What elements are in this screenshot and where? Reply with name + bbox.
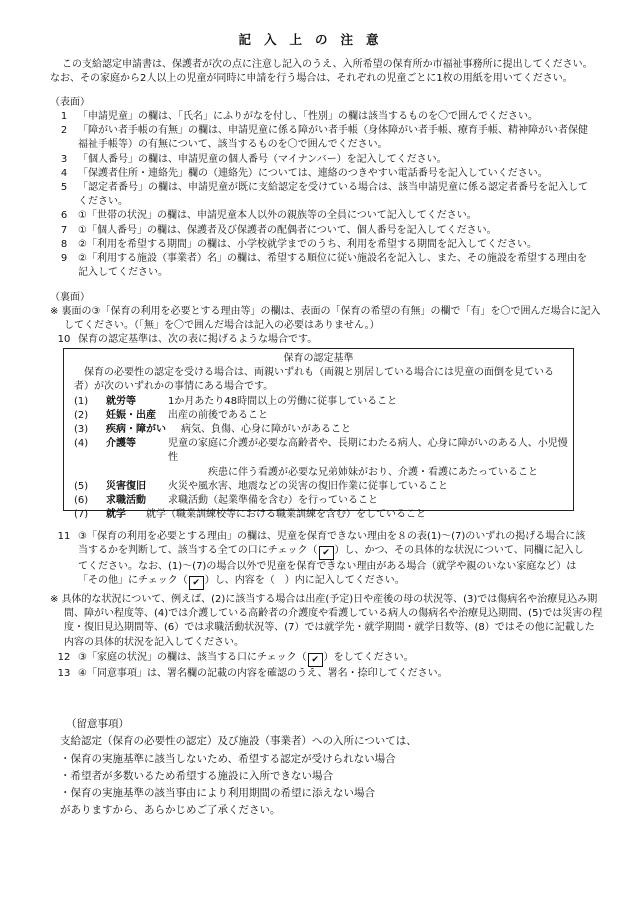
criteria-key: 疾病・障がい [106, 424, 166, 436]
criteria-row [64, 395, 573, 409]
checkmark-icon: ✔ [319, 546, 334, 560]
criteria-key: 災害復旧 [106, 480, 146, 492]
item-text: 「保護者住所・連絡先」欄の（連絡先）については、連絡のつきやすい電話番号を記入していください。 [78, 167, 548, 179]
list-item [50, 333, 590, 347]
item-number: 13 [57, 668, 71, 679]
list-item [50, 530, 590, 590]
back-note-2: ※ 具体的な状況について、例えば、(2)に該当する場合は出産(予定)日や産後の母の状況等、(3)では傷病名や治療見込み期間、障がい程度等、(4)では介護している高齢者の介護度や看護している病人の傷病名や治療見込期間、(5)では災害の程度・復旧見込期間等、(6）では求職活動状況等、(7）では就学先・就学期間・就学日数等、(8）ではその他に記載した内容の具体的状況を記入してください。 [50, 594, 603, 648]
item12-text-b: ）をしてください。 [323, 652, 414, 663]
criteria-value: 1か月あたり48時間以上の労働に従事していること [168, 395, 398, 407]
item-text: 「申請児童」の欄は、「氏名」にふりがなを付し、「性別」の欄は該当するものを〇で囲んでください。 [78, 111, 538, 122]
front-heading: （表面） [50, 97, 90, 108]
item-number: 5 [60, 182, 68, 194]
item-number: 3 [60, 153, 68, 165]
item-number: 12 [57, 652, 71, 663]
remarks-line: ・希望者が多数いるため希望する施設に入所できない場合 [60, 769, 333, 782]
list-item [50, 153, 590, 167]
remarks-section [60, 716, 580, 820]
item-11 [50, 530, 590, 590]
criteria-row [64, 508, 573, 522]
checkmark-icon: ✔ [308, 653, 323, 667]
criteria-table [63, 348, 574, 521]
item-text: 「個人番号」の欄は、申請児童の個人番号（マイナンバー）を記入してください。 [78, 153, 447, 165]
item-text [78, 651, 590, 667]
item-number: 11 [57, 531, 71, 542]
criteria-key: 就学 [106, 509, 126, 521]
list-item [50, 224, 590, 238]
item-10 [50, 333, 590, 347]
criteria-row-continuation: 疾患に伴う看護が必要な兄弟姉妹がおり、介護・看護にあたっていること [208, 466, 538, 478]
criteria-number: (3) [74, 424, 89, 436]
criteria-row [64, 494, 573, 508]
item-text: ②「利用を希望する期間」の欄は、小学校就学までのうち、利用を希望する期間を記入してください。 [78, 238, 537, 250]
remarks-heading: （留意事項） [66, 718, 129, 730]
item-number: 1 [60, 111, 68, 122]
intro-line: この支給認定申請書は、保護者が次の点に注意し記入のうえ、入所希望の保育所か市福祉事務所に提出してください。 [62, 59, 593, 70]
criteria-key: 妊娠・出産 [106, 409, 156, 421]
criteria-value: 出産の前後であること [168, 409, 268, 421]
criteria-value: 児童の家庭に介護が必要な高齢者や、長期にわたる病人、心身に障がいのある人、小児慢性 [168, 438, 568, 464]
item-number: 8 [60, 238, 68, 250]
checkmark-icon: ✔ [189, 576, 204, 590]
item-text: ①「世帯の状況」の欄は、申請児童本人以外の親族等の全員について記入してください。 [78, 210, 477, 222]
list-item [50, 667, 590, 681]
criteria-number: (2) [74, 409, 89, 421]
item11-text-b: ）し、かつ、その具体的な状況について、同欄に記入してください。なお、(1)〜(7)の場合以外で児童を保育できない理由がある場合（就学や親のいない家庭など）は「その他」にチェック（ [78, 545, 584, 587]
remarks-line: 支給認定（保育の必要性の認定）及び施設（事業者）への入所については、 [60, 735, 417, 748]
list-item [50, 252, 590, 280]
item11-text-a: ③「保育の利用を必要とする理由」の欄は、児童を保育できない理由を８の表(1)〜(7)のいずれの掲げる場合に該当するかを判断して、該当する全ての口にチェック（ [78, 531, 586, 557]
front-items [50, 110, 590, 280]
item11-text-c: ）し、内容を（ ）内に記入してください。 [204, 575, 405, 587]
remarks-line: ・保育の実施基準の該当事由により利用期間の希望に添えない場合 [60, 787, 375, 800]
list-item [50, 181, 590, 209]
criteria-description: 保育の必要性の認定を受ける場合は、両親いずれも（両親と別居している場合には児童の面倒を見ている者）が次のいずれかの事情にある場合です。 [74, 367, 554, 393]
item-text: ②「利用する施設（事業者）名」の欄は、希望する順位に従い施設名を記入し、また、その施設を希望する理由を記入してください。 [78, 253, 587, 279]
item-text [78, 530, 590, 590]
back-heading: （裏面） [50, 292, 90, 303]
criteria-number: (6) [74, 495, 89, 507]
criteria-value: 病気、負傷、心身に障がいがあること [181, 424, 351, 436]
item-text: ④「同意事項」は、署名欄の記載の内容を確認のうえ、署名・捺印してください。 [78, 668, 448, 679]
item-text: 「認定者番号」の欄は、申請児童が既に支給認定を受けている場合は、該当申請児童に係る認定者番号を記入してください。 [78, 182, 588, 208]
criteria-value: 就学（職業訓練校等における職業訓練を含む）をしていること [146, 509, 426, 521]
page-title: 記入上の注意 [238, 32, 392, 47]
criteria-number: (5) [74, 480, 89, 492]
item-text: ①「個人番号」の欄は、保護者及び保護者の配偶者について、個人番号を記入してください。 [78, 224, 497, 236]
item-text: 保育の認定基準は、次の表に掲げるような場合です。 [78, 334, 318, 345]
criteria-key: 就労等 [106, 395, 136, 407]
item-number: 7 [60, 224, 68, 236]
item12-text-a: ③「家庭の状況」の欄は、該当する口にチェック（ [78, 652, 307, 663]
list-item [50, 209, 590, 223]
item-number: 9 [60, 253, 68, 265]
list-item [50, 651, 590, 667]
item-text: 「障がい者手帳の有無」の欄は、申請児童に係る障がい者手帳（身体障がい者手帳、療育手帳、精神障がい者保健福祉手帳等）の有無について、該当するものを〇で囲んでください。 [78, 125, 588, 151]
criteria-row [64, 423, 573, 437]
list-item [50, 110, 590, 124]
remarks-line: ・保育の実施基準に該当しないため、希望する認定が受けられない場合 [60, 752, 396, 765]
back-note: ※ 裏面の③「保育の利用を必要とする理由等」の欄は、表面の「保育の希望の有無」の欄で「有」を〇で囲んだ場合に記入してください。（「無」を〇で囲んだ場合は記入の必要はありません。） [50, 306, 601, 332]
criteria-value: 火災や風水害、地震などの災害の復旧作業に従事していること [168, 480, 448, 492]
item-number: 10 [57, 334, 71, 345]
criteria-row [64, 409, 573, 423]
list-item [50, 124, 590, 152]
remarks-line: がありますから、あらかじめご了承ください。 [60, 804, 281, 817]
criteria-row [64, 480, 573, 494]
item-12-13 [50, 651, 590, 681]
item-number: 4 [60, 167, 68, 179]
list-item [50, 238, 590, 252]
criteria-number: (7) [74, 509, 89, 521]
item-number: 6 [60, 210, 68, 222]
criteria-value: 求職活動（起業準備を含む）を行っていること [168, 495, 378, 507]
criteria-key: 介護等 [106, 438, 136, 450]
criteria-row [64, 437, 573, 465]
criteria-key: 求職活動 [106, 495, 146, 507]
criteria-number: (4) [74, 438, 89, 450]
intro-paragraph [50, 58, 595, 86]
list-item [50, 167, 590, 181]
criteria-number: (1) [74, 395, 89, 407]
intro-line: なお、その家庭から2人以上の児童が同時に申請を行う場合は、それぞれの児童ごとに1枚の用紙を用いてください。 [50, 73, 573, 85]
item-number: 2 [60, 125, 68, 137]
criteria-title: 保育の認定基準 [283, 353, 354, 364]
